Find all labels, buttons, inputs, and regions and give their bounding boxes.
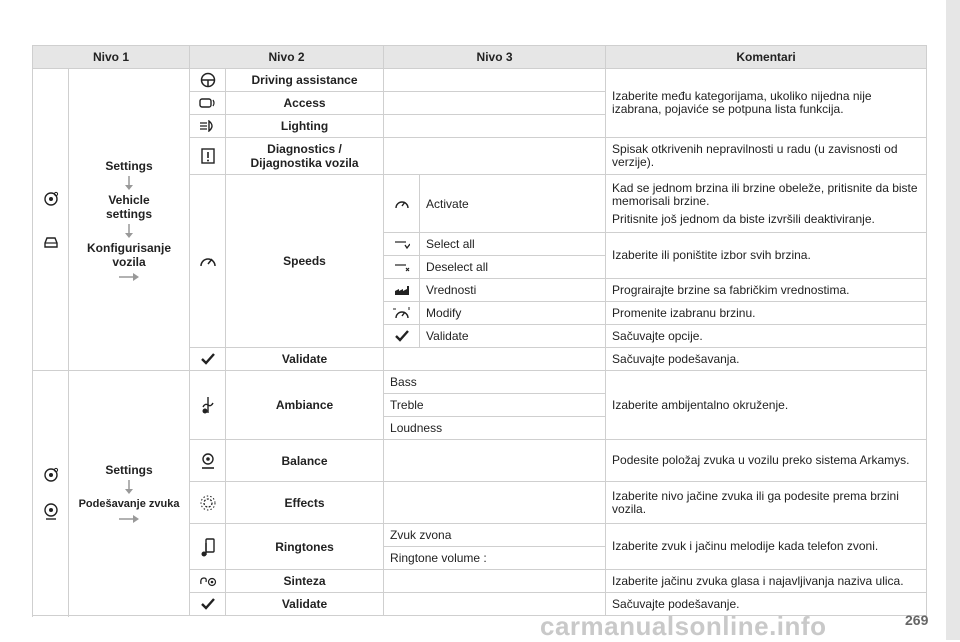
header-komentari: Komentari: [606, 46, 927, 69]
speeds-icon-cell: [190, 175, 226, 348]
balance-icon-cell: [190, 440, 226, 482]
empty-cell: [384, 440, 606, 482]
comment-balance: Podesite položaj zvuka u vozilu preko sistema Arkamys.: [606, 440, 927, 482]
item-bass: Bass: [384, 371, 606, 394]
empty-cell: [384, 92, 606, 115]
validate-icon-cell: [190, 348, 226, 371]
header-row: [33, 46, 927, 69]
speedometer-icon: [199, 254, 217, 268]
label-ambiance: Ambiance: [226, 371, 384, 440]
diagnostics-icon: [201, 148, 215, 164]
item-loudness: Loudness: [384, 417, 606, 440]
arrow-down-icon: [125, 224, 133, 238]
header-nivo3: Nivo 3: [384, 46, 606, 69]
sound-settings-icon: [43, 502, 59, 520]
label-diagnostics: Diagnostics / Dijagnostika vozila: [226, 138, 384, 175]
comment-effects: Izaberite nivo jačine zvuka ili ga podesite prema brzini vozila.: [606, 482, 927, 524]
label-balance: Balance: [226, 440, 384, 482]
empty-cell: [384, 570, 606, 593]
nav-settings: Settings: [105, 463, 153, 477]
empty-cell: [384, 138, 606, 175]
item-zvuk-zvona: Zvuk zvona: [384, 524, 606, 547]
modify-icon-cell: [384, 302, 420, 325]
speeds-validate-icon-cell: [384, 325, 420, 348]
comment-activate-line1: Kad se jednom brzina ili brzine obeleže, pritisnite da biste memorisali brzine.: [612, 180, 918, 208]
checkmark-icon: [395, 330, 409, 342]
item-activate: Activate: [420, 175, 606, 233]
item-ringtone-volume: Ringtone volume :: [384, 547, 606, 570]
comment-activate-line2: Pritisnite još jednom da biste izvršili deaktiviranje.: [612, 211, 875, 226]
comment-ringtones: Izaberite zvuk i jačinu melodije kada telefon zvoni.: [606, 524, 927, 570]
comment-speeds-validate: Sačuvajte opcije.: [606, 325, 927, 348]
validate2-icon-cell: [190, 593, 226, 616]
driving-icon-cell: [190, 69, 226, 92]
comment-activate: [606, 175, 927, 233]
arrow-down-icon: [125, 176, 133, 190]
car-icon: [42, 234, 60, 250]
section2-nav: [69, 371, 190, 616]
empty-cell: [384, 348, 606, 371]
nav-settings: Settings: [105, 158, 153, 173]
factory-values-icon: [394, 284, 410, 296]
label-effects: Effects: [226, 482, 384, 524]
nav-konfigurisanje: Konfigurisanje vozila: [87, 240, 172, 269]
comment-vrednosti: Prograirajte brzine sa fabričkim vrednostima.: [606, 279, 927, 302]
label-validate-2: Validate: [226, 593, 384, 616]
header-nivo1: Nivo 1: [33, 46, 190, 69]
page-edge-strip: [946, 0, 960, 640]
item-vrednosti: Vrednosti: [420, 279, 606, 302]
comment-validate-2: Sačuvajte podešavanje.: [606, 593, 927, 616]
label-sinteza: Sinteza: [226, 570, 384, 593]
speed-activate-icon: [394, 196, 410, 212]
arrow-right-icon: [119, 515, 139, 523]
item-select-all: Select all: [420, 233, 606, 256]
empty-cell: [384, 115, 606, 138]
diagnostics-icon-cell: [190, 138, 226, 175]
comment-select: Izaberite ili poništite izbor svih brzina.: [606, 233, 927, 279]
steering-wheel-icon: [200, 72, 216, 88]
section2-icons: [33, 371, 69, 616]
label-ringtones: Ringtones: [226, 524, 384, 570]
gear-settings-icon: [42, 466, 60, 484]
label-access: Access: [226, 92, 384, 115]
activate-icon-cell: [384, 175, 420, 233]
ringtones-icon-cell: [190, 524, 226, 570]
arrow-down-icon: [125, 480, 133, 494]
speed-modify-icon: [393, 306, 411, 320]
voice-synthesis-icon: [199, 575, 217, 587]
header-nivo2: Nivo 2: [190, 46, 384, 69]
comment-sinteza: Izaberite jačinu zvuka glasa i najavljivanja naziva ulica.: [606, 570, 927, 593]
label-validate: Validate: [226, 348, 384, 371]
comment-validate: Sačuvajte podešavanja.: [606, 348, 927, 371]
select-all-icon-cell: [384, 233, 420, 256]
checkmark-icon: [201, 598, 215, 610]
label-lighting: Lighting: [226, 115, 384, 138]
comment-categories: Izaberite među kategorijama, ukoliko nijedna nije izabrana, pojaviće se potpuna lista funkcija.: [606, 69, 927, 138]
deselect-all-icon: [394, 261, 410, 273]
nav-vehicle-settings: Vehicle settings: [106, 192, 153, 221]
headlight-icon: [199, 120, 217, 132]
label-driving-assistance: Driving assistance: [226, 69, 384, 92]
item-deselect-all: Deselect all: [420, 256, 606, 279]
ambiance-icon-cell: [190, 371, 226, 440]
empty-cell: [384, 482, 606, 524]
nav-podesavanje-zvuka: Podešavanje zvuka: [78, 498, 180, 510]
lighting-icon-cell: [190, 115, 226, 138]
gear-settings-icon: [42, 190, 60, 208]
comment-ambiance: Izaberite ambijentalno okruženje.: [606, 371, 927, 440]
row-ambiance-bass: [33, 371, 927, 394]
ambiance-icon: [200, 395, 216, 415]
sinteza-icon-cell: [190, 570, 226, 593]
section1-nav: [69, 69, 190, 371]
empty-cell: [384, 69, 606, 92]
effects-icon: [199, 495, 217, 511]
item-treble: Treble: [384, 394, 606, 417]
settings-table: [32, 45, 927, 616]
page-number: 269: [905, 612, 929, 628]
key-access-icon: [199, 97, 217, 109]
balance-icon: [200, 452, 216, 470]
ringtone-icon: [200, 537, 216, 557]
access-icon-cell: [190, 92, 226, 115]
label-speeds: Speeds: [226, 175, 384, 348]
item-modify: Modify: [420, 302, 606, 325]
comment-diagnostics: Spisak otkrivenih nepravilnosti u radu (u zavisnosti od verzije).: [606, 138, 927, 175]
select-all-icon: [394, 238, 410, 250]
watermark: carmanualsonline.info: [540, 611, 827, 641]
arrow-right-icon: [119, 273, 139, 281]
section1-icons: [33, 69, 69, 371]
vrednosti-icon-cell: [384, 279, 420, 302]
effects-icon-cell: [190, 482, 226, 524]
deselect-all-icon-cell: [384, 256, 420, 279]
row-driving-assistance: [33, 69, 927, 92]
item-speeds-validate: Validate: [420, 325, 606, 348]
checkmark-icon: [201, 353, 215, 365]
comment-modify: Promenite izabranu brzinu.: [606, 302, 927, 325]
